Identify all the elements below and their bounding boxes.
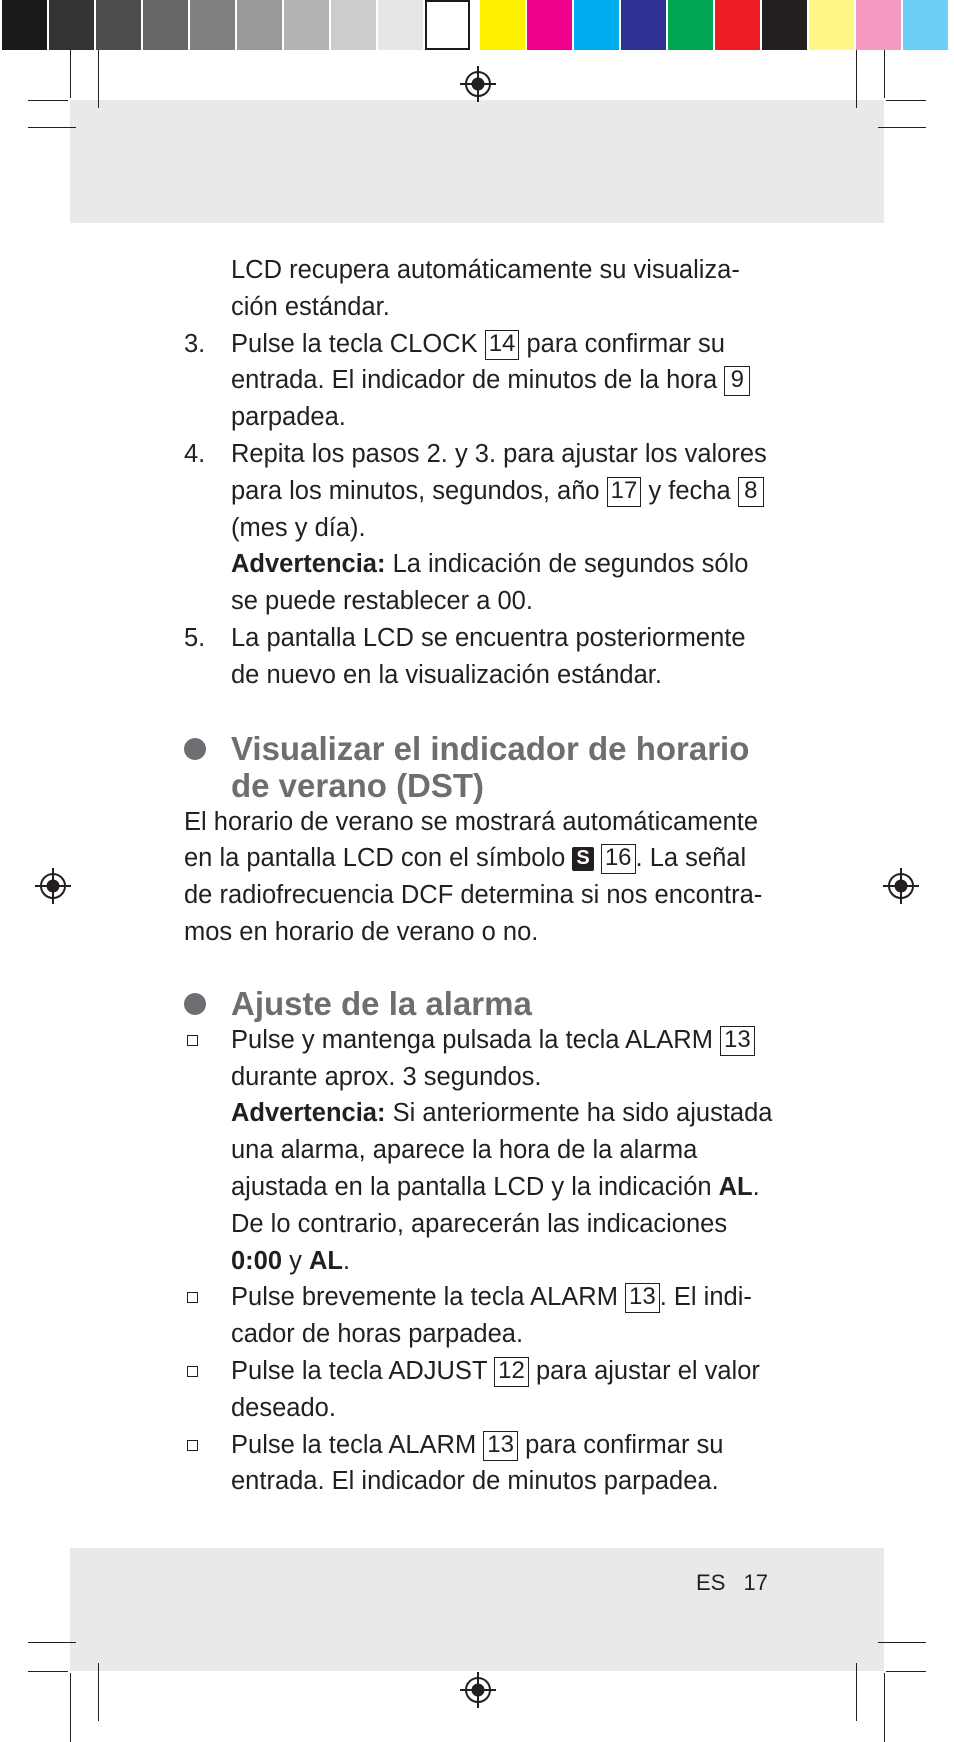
section-heading-dst: Visualizar el indicador de horario de verano (DST) [184, 730, 774, 804]
dst-symbol-icon: S [572, 847, 593, 871]
page-content [184, 252, 774, 1500]
print-color-bar [0, 0, 954, 50]
color-swatch [809, 0, 854, 50]
ref-alarm-key: 13 [625, 1283, 660, 1313]
color-swatch [96, 0, 141, 50]
color-swatch [715, 0, 760, 50]
color-swatch [190, 0, 235, 50]
alarm-note: Advertencia: Si anteriormente ha sido ajustada una alarma, aparece la hora de la alarma ajustada en la pantalla LCD y la indicación AL. De lo contrario, aparecerán las indicaciones 0:00 y AL. [231, 1099, 773, 1275]
color-swatch [856, 0, 901, 50]
color-swatch [143, 0, 188, 50]
color-swatch [284, 0, 329, 50]
step-number: 4. [184, 439, 206, 468]
ref-alarm-key: 13 [483, 1431, 518, 1461]
registration-mark-icon [458, 1670, 498, 1710]
checkbox-bullet-icon [187, 1035, 198, 1046]
registration-mark-icon [33, 866, 73, 906]
color-swatch [668, 0, 713, 50]
ref-alarm-key: 13 [720, 1026, 755, 1056]
color-swatch [574, 0, 619, 50]
ref-dst-symbol: 16 [601, 844, 636, 874]
color-swatch [331, 0, 376, 50]
step-5: 5. La pantalla LCD se encuentra posteriormente de nuevo en la visualización estándar. [184, 620, 774, 694]
alarm-step-3: Pulse la tecla ADJUST 12 para ajustar el valor deseado. [184, 1353, 774, 1427]
ref-minute-indicator: 9 [724, 366, 750, 396]
heading-bullet-icon [184, 993, 206, 1015]
color-swatch [378, 0, 423, 50]
checkbox-bullet-icon [187, 1366, 198, 1377]
color-swatch [903, 0, 948, 50]
checkbox-bullet-icon [187, 1440, 198, 1451]
step-number: 3. [184, 329, 206, 358]
step-4-note: Advertencia: La indicación de segundos sólo se puede restablecer a 00. [231, 550, 749, 616]
page-number: 17 [743, 1570, 768, 1595]
note-label: Advertencia: [231, 550, 386, 579]
alarm-step-4: Pulse la tecla ALARM 13 para confirmar su entrada. El indicador de minutos parpadea. [184, 1427, 774, 1501]
dst-paragraph: El horario de verano se mostrará automáticamente en la pantalla LCD con el símbolo S 16 . La señal de radiofrecuencia DCF determina si nos encontra- mos en horario de verano o no. [184, 807, 763, 946]
note-label: Advertencia: [231, 1099, 386, 1128]
color-swatch [621, 0, 666, 50]
step-4: 4. Repita los pasos 2. y 3. para ajustar los valores para los minutos, segundos, año 17 y fecha 8 (mes y día). Advertencia: La indicación de segundos sólo se puede restablecer a 00. [184, 436, 774, 620]
color-swatch [49, 0, 94, 50]
step-continuation: LCD recupera automáticamente su visualiza- ción estándar. [231, 256, 740, 321]
alarm-step-1: Pulse y mantenga pulsada la tecla ALARM 13 durante aprox. 3 segundos. Advertencia: Si anteriormente ha sido ajustada una alarma, aparece la hora de la alarma ajustada en la pantalla LCD y la indicación AL. De lo contrario, aparecerán las indicaciones 0:00 y AL. [184, 1022, 774, 1280]
page-footer [696, 1570, 768, 1596]
color-swatch [237, 0, 282, 50]
ref-clock-key: 14 [485, 330, 520, 360]
color-swatch [762, 0, 807, 50]
ref-date: 8 [738, 477, 764, 507]
ref-year: 17 [607, 477, 642, 507]
color-swatch [2, 0, 47, 50]
language-code: ES [696, 1570, 726, 1595]
section-heading-alarm: Ajuste de la alarma [184, 985, 774, 1022]
checkbox-bullet-icon [187, 1292, 198, 1303]
footer-band [70, 1548, 884, 1671]
heading-bullet-icon [184, 738, 206, 760]
header-band [70, 100, 884, 223]
step-3: 3. Pulse la tecla CLOCK 14 para confirmar su entrada. El indicador de minutos de la hora 9 parpadea. [184, 326, 774, 436]
step-number: 5. [184, 623, 206, 652]
registration-mark-icon [458, 64, 498, 104]
color-swatch [425, 0, 470, 50]
alarm-step-2: Pulse brevemente la tecla ALARM 13 . El indi- cador de horas parpadea. [184, 1279, 774, 1353]
color-swatch [527, 0, 572, 50]
registration-mark-icon [881, 866, 921, 906]
color-swatch [480, 0, 525, 50]
ref-adjust-key: 12 [494, 1357, 529, 1387]
